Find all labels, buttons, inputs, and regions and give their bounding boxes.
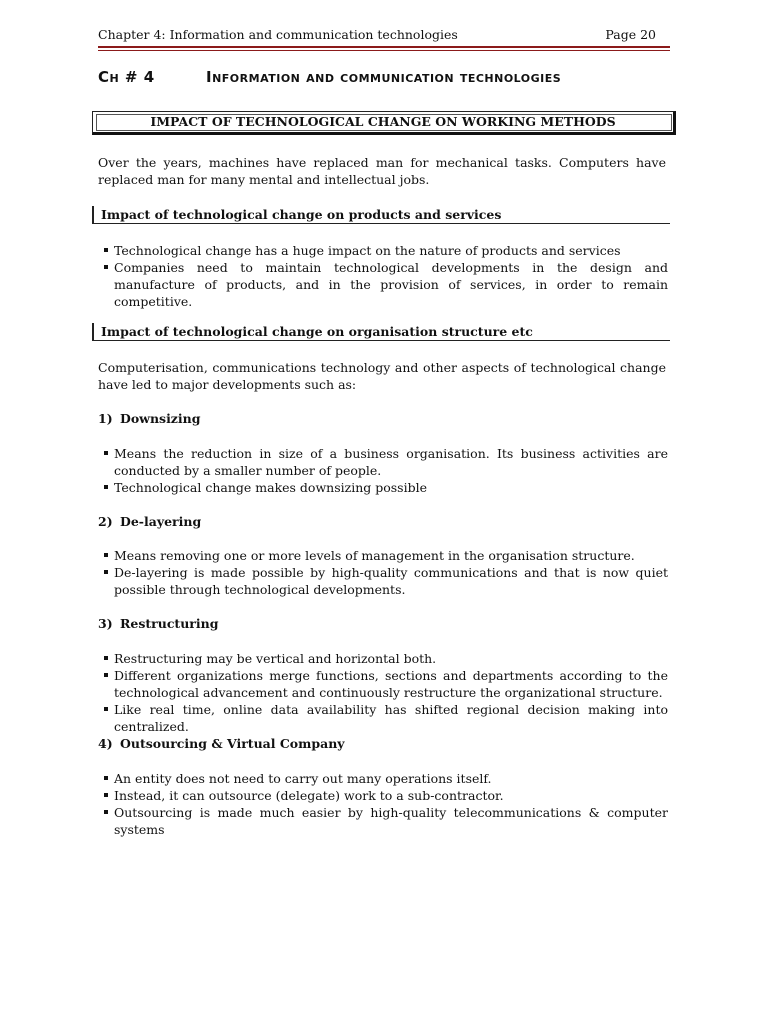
page-header xyxy=(98,26,670,44)
list-item: Technological change has a huge impact on the nature of products and services xyxy=(103,242,668,259)
list-item: Like real time, online data availability has shifted regional decision making into centralized. xyxy=(103,701,668,735)
list-item: Means removing one or more levels of management in the organisation structure. xyxy=(103,547,668,564)
chapter-name: Information and communication technologies xyxy=(206,68,562,86)
chapter-number: Ch # 4 xyxy=(98,68,155,86)
header-chapter-line: Chapter 4: Information and communication technologies xyxy=(98,27,458,42)
section-title-box xyxy=(92,111,676,135)
header-rule-thin xyxy=(98,50,670,51)
chapter-title xyxy=(98,69,670,86)
list-item: Restructuring may be vertical and horizontal both. xyxy=(103,650,668,667)
intro-paragraph: Over the years, machines have replaced man for mechanical tasks. Computers have replaced man for many mental and intellectual jobs. xyxy=(98,155,666,187)
delayering-bullet-list xyxy=(103,547,668,598)
list-item: An entity does not need to carry out many operations itself. xyxy=(103,770,668,787)
restructuring-bullet-list xyxy=(103,650,668,735)
list-item: Outsourcing is made much easier by high-quality telecommunications & computer systems xyxy=(103,804,668,838)
subheading-structure: Impact of technological change on organisation structure etc xyxy=(92,323,670,341)
item-number: 4) xyxy=(98,736,113,751)
item-heading-outsourcing xyxy=(98,735,345,752)
list-item: Instead, it can outsource (delegate) work to a sub-contractor. xyxy=(103,787,668,804)
subheading-products: Impact of technological change on products and services xyxy=(92,206,670,224)
list-item: Technological change makes downsizing possible xyxy=(103,479,668,496)
products-bullet-list xyxy=(103,242,668,310)
item-heading-downsizing xyxy=(98,410,201,427)
item-number: 2) xyxy=(98,514,113,529)
list-item: De-layering is made possible by high-quality communications and that is now quiet possible through technological developments. xyxy=(103,564,668,598)
item-number: 3) xyxy=(98,616,113,631)
section-title: IMPACT OF TECHNOLOGICAL CHANGE ON WORKING METHODS xyxy=(150,114,616,129)
item-number: 1) xyxy=(98,411,113,426)
item-heading-delayering xyxy=(98,513,201,530)
list-item: Means the reduction in size of a business organisation. Its business activities are conducted by a smaller number of people. xyxy=(103,445,668,479)
list-item: Companies need to maintain technological developments in the design and manufacture of products, and in the provision of services, in order to remain competitive. xyxy=(103,259,668,310)
header-rule-thick xyxy=(98,46,670,48)
list-item: Different organizations merge functions, sections and departments according to the technological advancement and continuously restructure the organizational structure. xyxy=(103,667,668,701)
outsourcing-bullet-list xyxy=(103,770,668,838)
header-page-number: Page 20 xyxy=(605,27,656,42)
structure-intro-paragraph: Computerisation, communications technology and other aspects of technological change have led to major developments such as: xyxy=(98,360,666,392)
item-title: Downsizing xyxy=(120,411,201,426)
item-title: De-layering xyxy=(120,514,202,529)
item-heading-restructuring xyxy=(98,615,218,632)
item-title: Restructuring xyxy=(120,616,219,631)
downsizing-bullet-list xyxy=(103,445,668,496)
item-title: Outsourcing & Virtual Company xyxy=(120,736,345,751)
